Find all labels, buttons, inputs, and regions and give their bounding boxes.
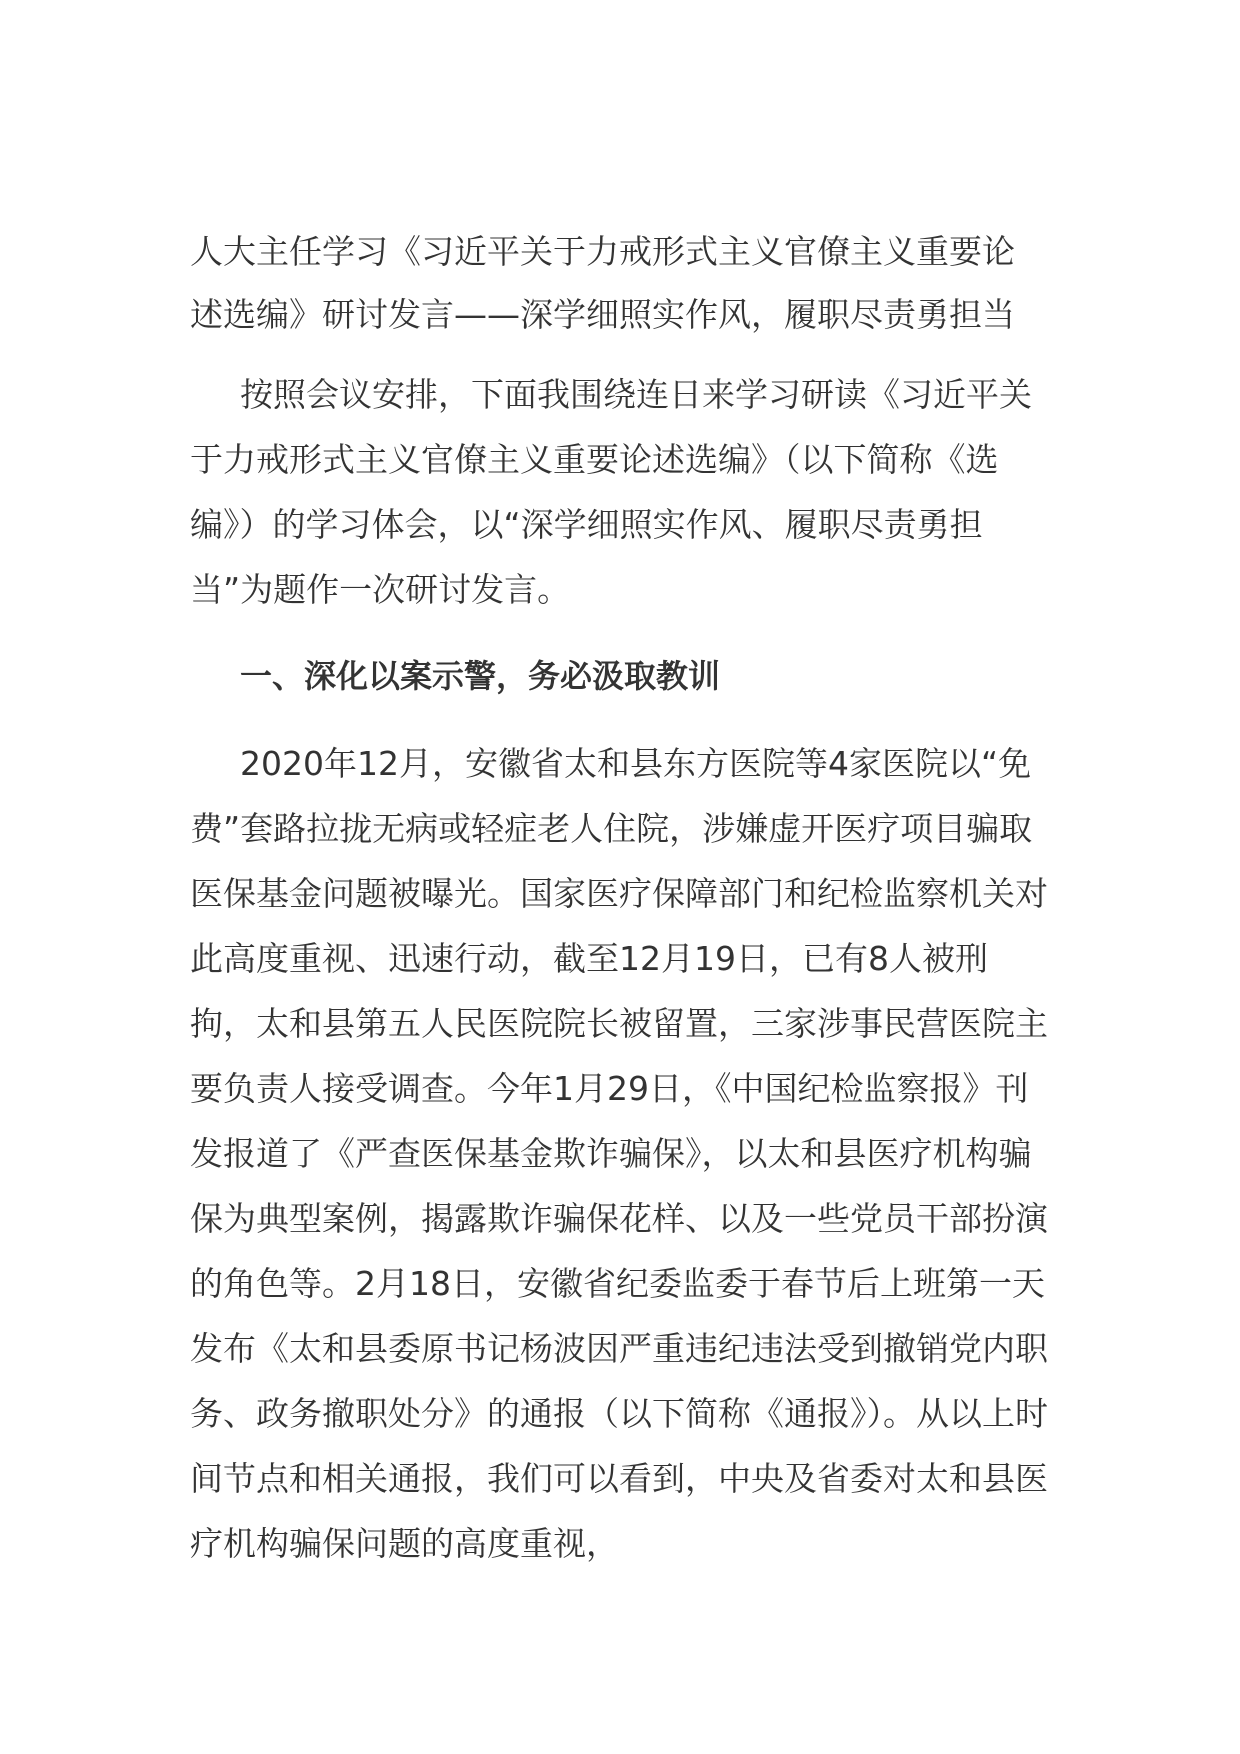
- section-paragraph: 2020年12月，安徽省太和县东方医院等4家医院以“免费”套路拉拢无病或轻症老人住院，涉嫌虚开医疗项目骗取医保基金问题被曝光。国家医疗保障部门和纪检监察机关对此高度重视、迅速行动，截至12月19日，已有8人被刑拘，太和县第五人民医院院长被留置，三家涉事民营医院主要负责人接受调查。今年1月29日，《中国纪检监察报》刊发报道了《严查医保基金欺诈骗保》，以太和县医疗机构骗保为典型案例，揭露欺诈骗保花样、以及一些党员干部扮演的角色等。2月18日，安徽省纪委监委于春节后上班第一天发布《太和县委原书记杨波因严重违纪违法受到撤销党内职务、政务撤职处分》的通报（以下简称《通报》）。从以上时间节点和相关通报，我们可以看到，中央及省委对太和县医疗机构骗保问题的高度重视，: [190, 744, 1048, 1563]
- document-body: [190, 220, 1060, 1576]
- intro-paragraph: 按照会议安排，下面我围绕连日来学习研读《习近平关于力戒形式主义官僚主义重要论述选编》（以下简称《选编》）的学习体会，以“深学细照实作风、履职尽责勇担当”为题作一次研讨发言。: [190, 375, 1032, 609]
- section-heading: 一、深化以案示警，务必汲取教训: [240, 657, 721, 695]
- document-title: 人大主任学习《习近平关于力戒形式主义官僚主义重要论述选编》研讨发言——深学细照实作风，履职尽责勇担当: [190, 232, 1015, 334]
